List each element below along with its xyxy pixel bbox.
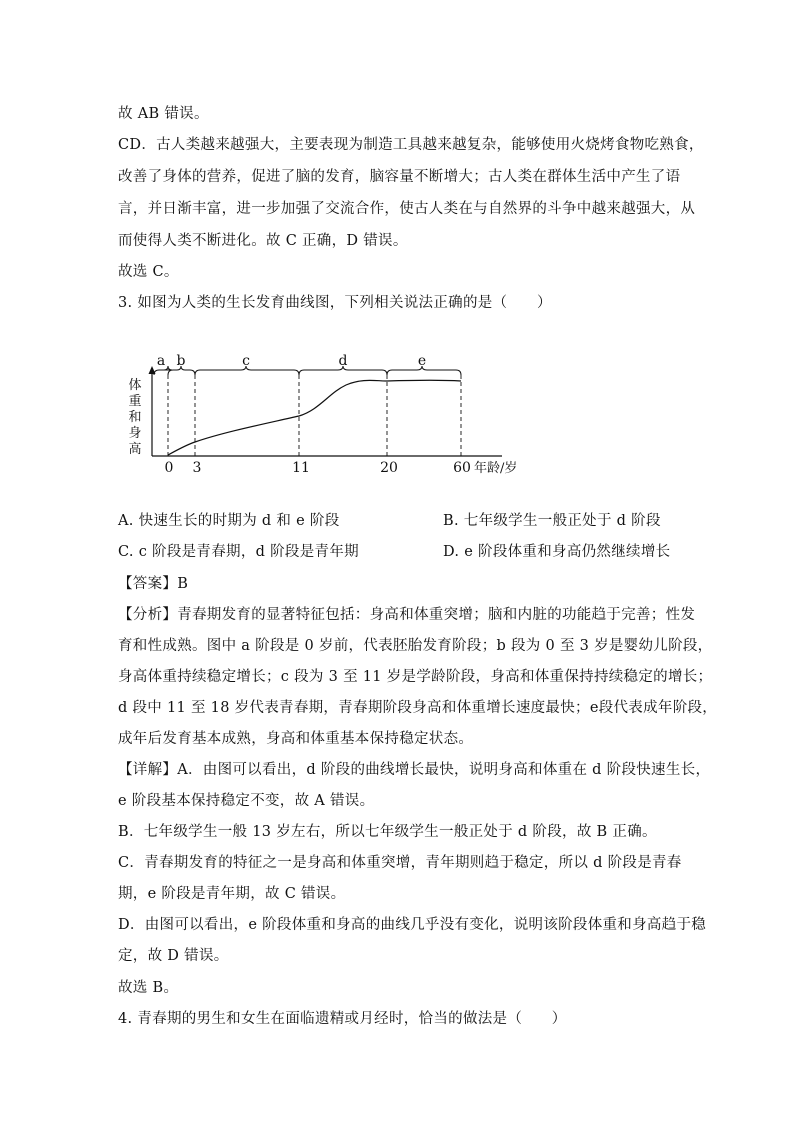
analysis-line: 【分析】青春期发育的显著特征包括：身高和体重突增；脑和内脏的功能趋于完善；性发 [118, 607, 696, 623]
y-axis-label-char: 和 [128, 410, 142, 425]
answer-line: 【答案】B [118, 576, 189, 592]
text-line: 故 AB 错误。 [118, 106, 209, 122]
conclusion-line: 故选 B。 [118, 980, 179, 996]
growth-curve-figure [124, 348, 544, 478]
detail-line: D．由图可以看出，e 阶段体重和身高的曲线几乎没有变化，说明该阶段体重和身高趋于稳 [118, 917, 707, 933]
stage-label-a: a [156, 353, 166, 369]
option-b: B. 七年级学生一般正处于 d 阶段 [443, 513, 661, 529]
analysis-line: 身高体重持续稳定增长；c 段为 3 至 11 岁是学龄阶段，身高和体重保持持续稳定的增长； [118, 669, 713, 685]
option-a: A. 快速生长的时期为 d 和 e 阶段 [118, 513, 340, 529]
y-axis-label-char: 身 [128, 426, 142, 441]
detail-line: C．青春期发育的特征之一是身高和体重突增，青年期则趋于稳定，所以 d 阶段是青春 [118, 855, 682, 871]
text-line: 而使得人类不断进化。故 C 正确，D 错误。 [118, 233, 408, 249]
detail-line: B．七年级学生一般 13 岁左右，所以七年级学生一般正处于 d 阶段，故 B 正确。 [118, 824, 657, 840]
y-axis-label-char: 重 [128, 394, 142, 409]
text-line: 改善了身体的营养，促进了脑的发育，脑容量不断增大；古人类在群体生活中产生了语 [118, 169, 681, 185]
option-d: D. e 阶段体重和身高仍然继续增长 [443, 544, 671, 560]
text-line: CD．古人类越来越强大，主要表现为制造工具越来越复杂，能够使用火烧烤食物吃熟食， [118, 137, 704, 153]
y-axis-label-char: 体 [128, 378, 142, 393]
question-4-stem: 4. 青春期的男生和女生在面临遗精或月经时，恰当的做法是（ ） [118, 1011, 567, 1027]
analysis-line: 成年后发育基本成熟，身高和体重基本保持稳定状态。 [118, 731, 474, 747]
analysis-line: 育和性成熟。图中 a 阶段是 0 岁前，代表胚胎发育阶段；b 段为 0 至 3 岁是婴幼儿阶段， [118, 638, 713, 654]
detail-line: e 阶段基本保持稳定不变，故 A 错误。 [118, 793, 375, 809]
stage-brace-b [168, 366, 195, 375]
x-tick-label: 11 [292, 460, 310, 476]
analysis-line: d 段中 11 至 18 岁代表青春期，青春期阶段身高和体重增长速度最快；e段代表成年阶段， [118, 700, 718, 716]
x-tick-label: 60 [453, 460, 471, 476]
x-tick-label: 20 [380, 460, 398, 476]
growth-curve [168, 380, 461, 455]
option-c: C. c 阶段是青春期，d 阶段是青年期 [118, 544, 359, 560]
stage-label-e: e [417, 353, 427, 369]
detail-line: 期，e 阶段是青年期，故 C 错误。 [118, 886, 346, 902]
text-line: 言，并日渐丰富，进一步加强了交流合作，使古人类在与自然界的斗争中越来越强大，从 [118, 201, 696, 217]
detail-line: 定，故 D 错误。 [118, 948, 229, 964]
y-axis-arrow [149, 366, 156, 374]
stage-label-c: c [242, 353, 250, 369]
x-tick-label: 0 [164, 460, 174, 476]
stage-label-b: b [176, 353, 186, 369]
stage-brace-d [299, 366, 387, 375]
y-axis-label-char: 高 [128, 442, 142, 457]
text-line: 故选 C。 [118, 264, 179, 280]
detail-line: 【详解】A．由图可以看出，d 阶段的曲线增长最快，说明身高和体重在 d 阶段快速生长， [118, 762, 711, 778]
stage-label-d: d [338, 353, 348, 369]
question-3-stem: 3. 如图为人类的生长发育曲线图，下列相关说法正确的是（ ） [118, 295, 552, 311]
x-tick-label: 3 [192, 460, 202, 476]
x-axis-label: 年龄/岁 [474, 461, 518, 476]
